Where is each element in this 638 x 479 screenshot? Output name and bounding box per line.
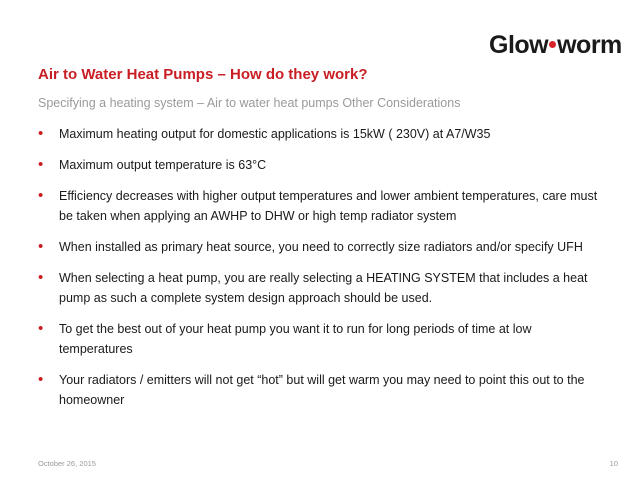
logo-text-worm: worm <box>557 31 622 59</box>
bullet-text: Efficiency decreases with higher output temperatures and lower ambient temperatures, care must be taken when applying an AWHP to DHW or high temp radiator system <box>59 189 598 223</box>
bullet-dot-icon: • <box>38 269 44 286</box>
bullet-text: To get the best out of your heat pump you want it to run for long periods of time at low temperatures <box>59 322 532 356</box>
bullet-text: Maximum output temperature is 63°C <box>59 158 267 172</box>
bullet-item <box>38 237 608 257</box>
bullet-text: When selecting a heat pump, you are really selecting a HEATING SYSTEM that includes a heat pump as such a complete system design approach should be used. <box>59 271 588 305</box>
logo-text-glow: Glow <box>489 31 549 59</box>
slide-subtitle: Specifying a heating system – Air to water heat pumps Other Considerations <box>38 96 461 110</box>
bullet-item <box>38 124 608 144</box>
bullet-dot-icon: • <box>38 320 44 337</box>
slide-title: Air to Water Heat Pumps – How do they work? <box>38 66 368 83</box>
bullet-dot-icon: • <box>38 156 44 173</box>
bullet-list <box>38 124 608 421</box>
bullet-text: When installed as primary heat source, you need to correctly size radiators and/or specify UFH <box>59 240 583 254</box>
bullet-text: Maximum heating output for domestic applications is 15kW ( 230V) at A7/W35 <box>59 127 491 141</box>
bullet-dot-icon: • <box>38 238 44 255</box>
logo-dot-icon <box>549 41 556 48</box>
bullet-item <box>38 370 608 410</box>
brand-logo <box>489 33 622 58</box>
bullet-dot-icon: • <box>38 187 44 204</box>
bullet-item <box>38 155 608 175</box>
bullet-dot-icon: • <box>38 371 44 388</box>
bullet-item <box>38 319 608 359</box>
bullet-text: Your radiators / emitters will not get “hot” but will get warm you may need to point this out to the homeowner <box>59 373 585 407</box>
bullet-item <box>38 186 608 226</box>
footer-date: October 26, 2015 <box>38 459 96 468</box>
bullet-item <box>38 268 608 308</box>
page-number: 10 <box>609 459 618 468</box>
bullet-dot-icon: • <box>38 125 44 142</box>
